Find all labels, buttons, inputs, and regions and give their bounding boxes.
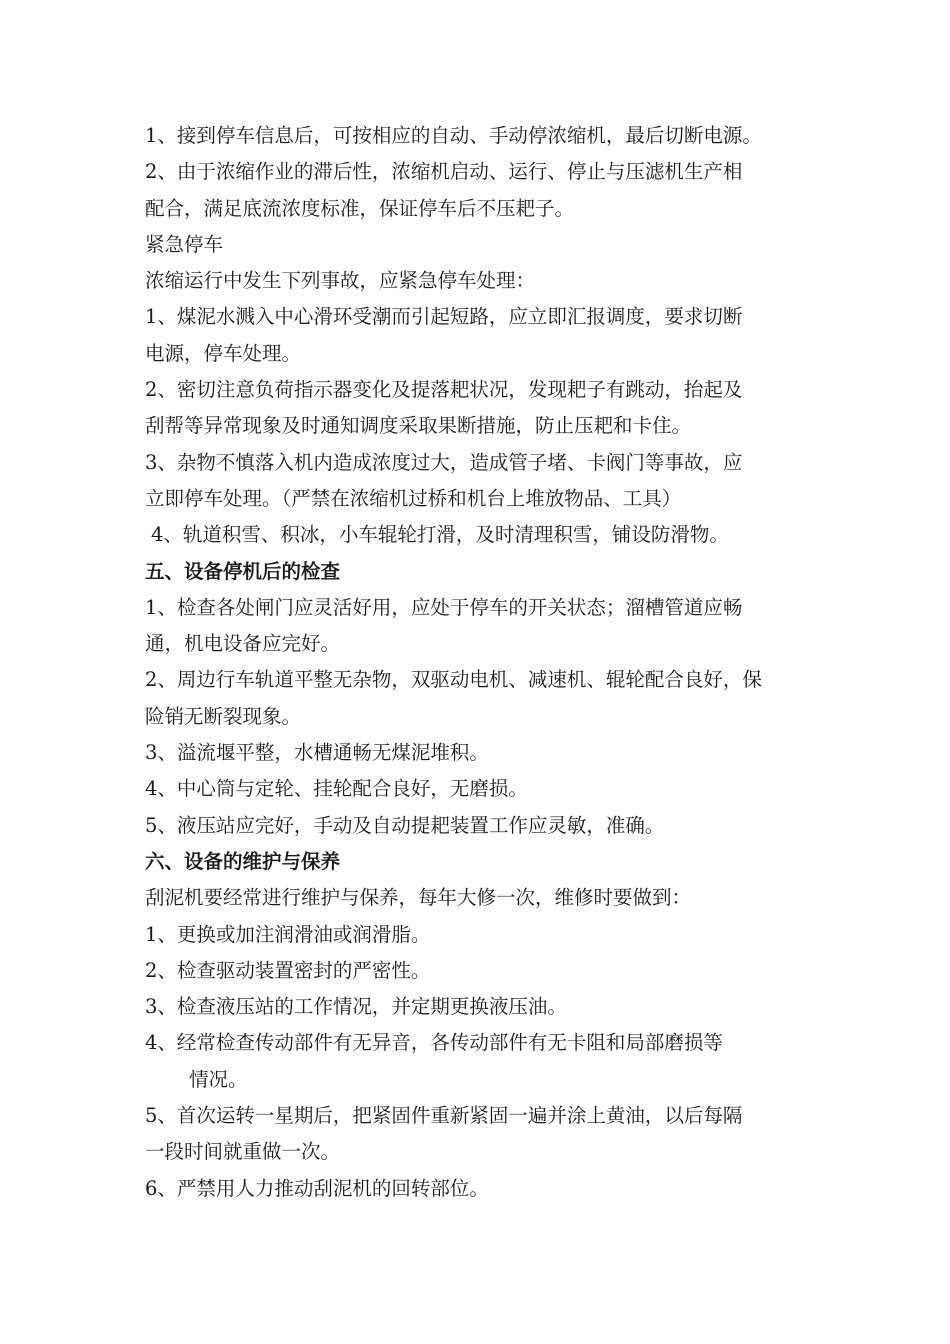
- paragraph-line: 3、杂物不慎落入机内造成浓度过大，造成管子堵、卡阀门等事故，应: [145, 450, 743, 474]
- paragraph-line: 立即停车处理。（严禁在浓缩机过桥和机台上堆放物品、工具）: [145, 486, 682, 510]
- paragraph-line: 浓缩运行中发生下列事故，应紧急停车处理：: [145, 269, 536, 293]
- paragraph-line: 1、更换或加注润滑油或润滑脂。: [145, 922, 431, 946]
- paragraph-line: 2、由于浓缩作业的滞后性，浓缩机启动、运行、停止与压滤机生产相: [145, 160, 743, 184]
- paragraph-line: 4、经常检查传动部件有无异音，各传动部件有无卡阻和局部磨损等: [145, 1031, 723, 1055]
- paragraph-line: 配合，满足底流浓度标准，保证停车后不压耙子。: [145, 196, 575, 220]
- paragraph-line: 情况。: [189, 1067, 248, 1091]
- subheading-emergency-stop: 紧急停车: [145, 232, 224, 256]
- paragraph-line: 1、接到停车信息后，可按相应的自动、手动停浓缩机，最后切断电源。: [145, 124, 762, 147]
- paragraph-line: 4、中心筒与定轮、挂轮配合良好，无磨损。: [145, 777, 528, 801]
- paragraph-line: 2、周边行车轨道平整无杂物，双驱动电机、减速机、辊轮配合良好，保: [145, 668, 762, 692]
- paragraph-line: 1、检查各处闸门应灵活好用，应处于停车的开关状态；溜槽管道应畅: [145, 595, 743, 619]
- paragraph-line: 刮泥机要经常进行维护与保养，每年大修一次，维修时要做到：: [145, 886, 692, 910]
- paragraph-line: 3、溢流堰平整，水槽通畅无煤泥堆积。: [145, 741, 489, 765]
- section-heading-5: 五、设备停机后的检查: [145, 559, 341, 583]
- paragraph-line: 电源，停车处理。: [145, 341, 302, 365]
- paragraph-line: 5、首次运转一星期后，把紧固件重新紧固一遍并涂上黄油，以后每隔: [145, 1104, 743, 1128]
- paragraph-line: 2、密切注意负荷指示器变化及提落耙状况，发现耙子有跳动，抬起及: [145, 378, 743, 402]
- document-body: [145, 118, 815, 1207]
- paragraph-line: 4、轨道积雪、积冰，小车辊轮打滑，及时清理积雪，铺设防滑物。: [151, 523, 729, 547]
- paragraph-line: 5、液压站应完好，手动及自动提耙装置工作应灵敏，准确。: [145, 813, 665, 837]
- paragraph-line: 3、检查液压站的工作情况，并定期更换液压油。: [145, 995, 567, 1019]
- paragraph-line: 2、检查驱动装置密封的严密性。: [145, 958, 431, 982]
- paragraph-line: 一段时间就重做一次。: [145, 1140, 341, 1164]
- paragraph-line: 刮帮等异常现象及时通知调度采取果断措施，防止压耙和卡住。: [145, 414, 692, 438]
- paragraph-line: 险销无断裂现象。: [145, 704, 302, 728]
- section-heading-6: 六、设备的维护与保养: [145, 849, 341, 873]
- paragraph-line: 1、煤泥水溅入中心滑环受潮而引起短路，应立即汇报调度，要求切断: [145, 305, 743, 329]
- paragraph-line: 通，机电设备应完好。: [145, 632, 341, 656]
- paragraph-line: 6、严禁用人力推动刮泥机的回转部位。: [145, 1176, 489, 1200]
